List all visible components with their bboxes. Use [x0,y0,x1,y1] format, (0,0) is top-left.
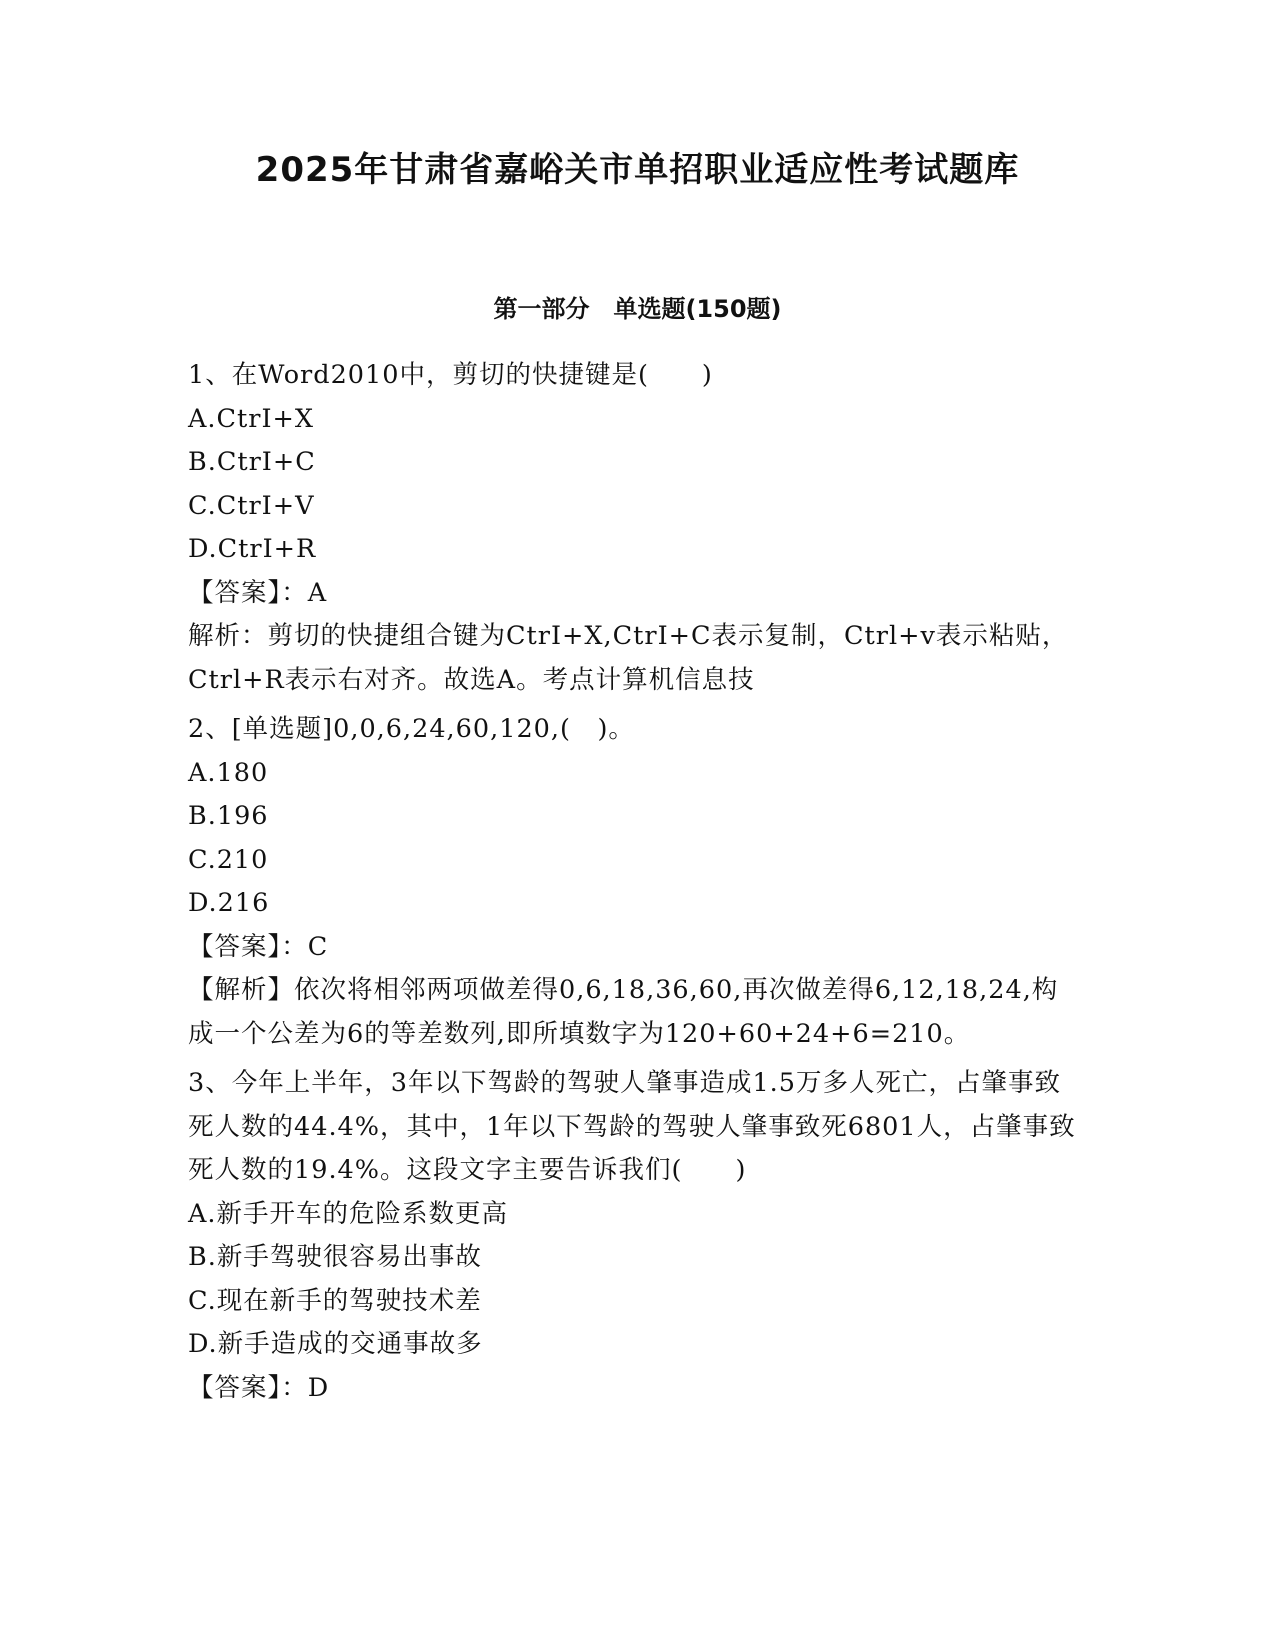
option-a: A.CtrI+X [188,403,315,434]
option-c: C.现在新手的驾驶技术差 [188,1285,482,1316]
option-c: C.210 [188,844,269,875]
question-stem: 1、在Word2010中，剪切的快捷键是( ) [188,360,713,390]
question-1 [188,354,1078,702]
option-d: D.216 [188,888,270,918]
option-d: D.新手造成的交通事故多 [188,1329,483,1359]
option-a: A.新手开车的危险系数更高 [188,1198,509,1229]
answer-line [188,572,1078,616]
question-stem: 2、[单选题]0,0,6,24,60,120,( )。 [188,714,635,744]
section-title: 第一部分 单选题(150题) [493,295,782,323]
answer-label: 【答案】： [188,931,308,962]
answer-line [188,926,1078,970]
document-title: 2025年甘肃省嘉峪关市单招职业适应性考试题库 [255,150,1020,190]
option-a: A.180 [188,757,269,788]
answer-label: 【答案】： [188,1372,308,1403]
answer-value: A [307,577,328,608]
option-b: B.新手驾驶很容易出事故 [188,1242,482,1272]
answer-line [188,1367,1078,1411]
answer-value: D [307,1372,330,1403]
option-b: B.196 [188,801,269,831]
question-stem: 3、今年上半年，3年以下驾龄的驾驶人肇事造成1.5万多人死亡，占肇事致死人数的44.4%，其中，1年以下驾龄的驾驶人肇事致死6801人，占肇事致死人数的19.4%。这段文字主要告诉我们( ) [188,1068,1076,1185]
question-list [188,354,1078,1416]
question-2 [188,708,1078,1056]
answer-value: C [307,931,329,962]
question-3 [188,1062,1078,1410]
explanation: 解析：剪切的快捷组合键为CtrI+X,CtrI+C表示复制，Ctrl+v表示粘贴，Ctrl+R表示右对齐。故选A。考点计算机信息技 [188,621,1069,695]
option-b: B.CtrI+C [188,447,316,477]
answer-label: 【答案】： [188,577,308,608]
option-c: C.CtrI+V [188,490,315,521]
option-d: D.CtrI+R [188,534,317,564]
explanation: 【解析】依次将相邻两项做差得0,6,18,36,60,再次做差得6,12,18,24,构成一个公差为6的等差数列,即所填数字为120+60+24+6=210。 [188,975,1059,1049]
